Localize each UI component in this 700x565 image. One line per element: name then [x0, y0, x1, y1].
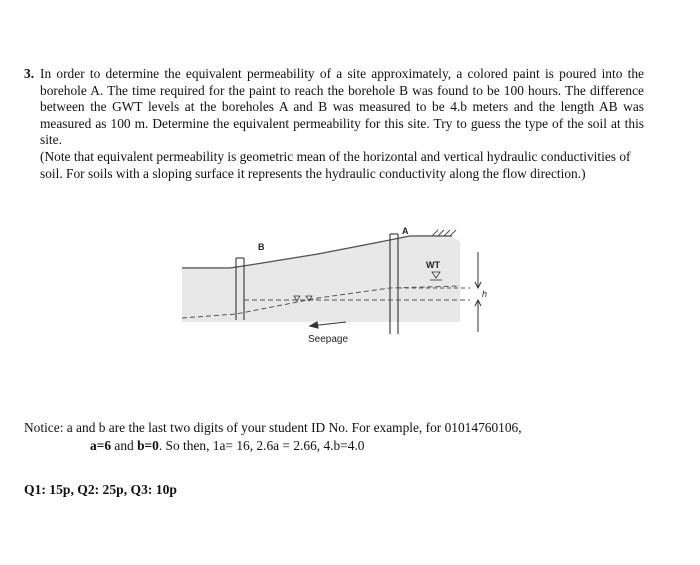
label-wt: WT [426, 260, 440, 270]
problem-note: (Note that equivalent permeability is geometric mean of the horizontal and vertical hydraulic conductivities of soil. For soils with a sloping surface it represents the hydraulic conductivity along the flow direction.) [40, 148, 631, 181]
problem-number: 3. [24, 66, 35, 81]
seepage-arrow-icon [310, 322, 346, 328]
notice-rest: . So then, 1a= 16, 2.6a = 2.66, 4.b=4.0 [158, 438, 365, 453]
notice-a-value: a=6 [90, 438, 112, 453]
label-h: h [482, 289, 488, 299]
ground-shading [182, 236, 460, 322]
label-b: B [258, 242, 265, 252]
notice [24, 419, 664, 455]
borehole-diagram [170, 222, 500, 362]
ground-hatch-icon [432, 230, 456, 236]
notice-line-1: Notice: a and b are the last two digits of your student ID No. For example, for 01014760106, [24, 420, 522, 435]
notice-b-value: b=0 [137, 438, 159, 453]
notice-line-2 [24, 437, 664, 455]
label-seepage: Seepage [308, 334, 349, 345]
label-a: A [402, 226, 409, 236]
points-distribution: Q1: 15p, Q2: 25p, Q3: 10p [24, 482, 177, 497]
notice-and: and [111, 438, 138, 453]
h-dimension [475, 252, 481, 332]
problem-statement: In order to determine the equivalent permeability of a site approximately, a colored paint is poured into the borehole A. The time required for the paint to reach the borehole B was found to be 100 hours. The difference between the GWT levels at the boreholes A and B was measured to be 4.b meters and the length AB was measured as 100 m. Determine the equivalent permeability for this site. Try to guess the type of the soil at this site. [40, 66, 644, 148]
problem-3 [24, 66, 644, 182]
